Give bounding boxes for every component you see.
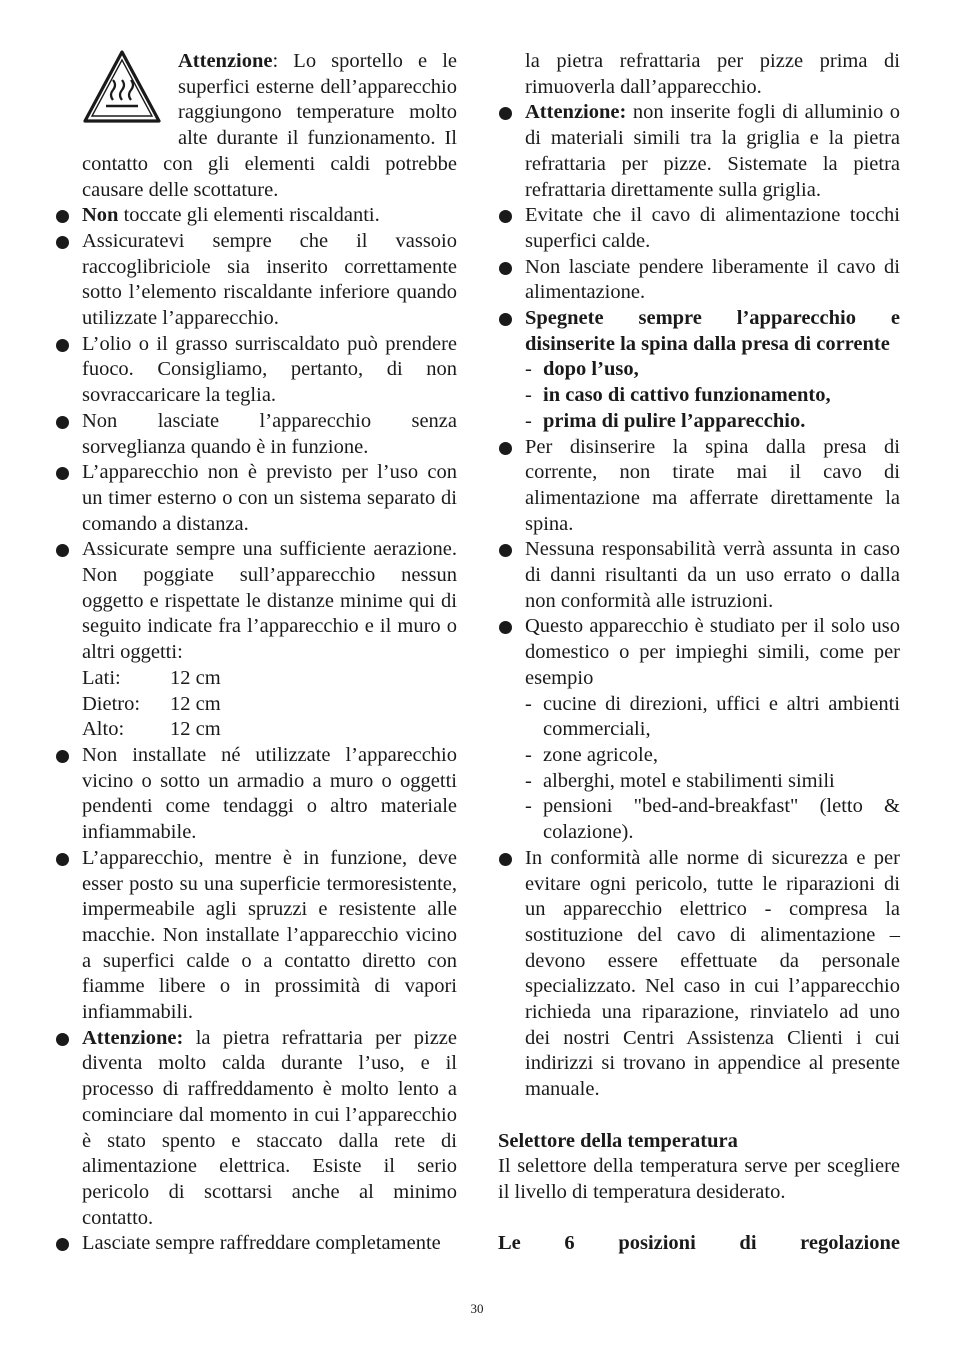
bullet-item — [525, 100, 900, 203]
distance-value: 12 cm — [170, 718, 221, 741]
bullet-text: Assicuratevi sempre che il vassoio raccoglibriciole sia inserito correttamente sotto l’elemento riscaldante inferiore quando utilizzate l’apparecchio. — [82, 229, 457, 330]
next-heading-word: 6 — [564, 1232, 575, 1255]
distance-row — [82, 666, 457, 692]
bullet-item — [82, 743, 457, 846]
bullet-item — [82, 460, 457, 537]
bullet-item — [525, 203, 900, 254]
bullet-text: Nessuna responsabilità verrà assunta in caso di danni risultanti da un uso errato o dalla non conformità alle istruzioni. — [525, 538, 900, 612]
dash-item — [525, 383, 900, 409]
bullet-dot — [499, 107, 512, 120]
bullet-item-usage — [525, 614, 900, 845]
bullet-bold: Non — [82, 204, 119, 227]
bullet-item — [525, 255, 900, 306]
distance-label: Alto: — [82, 718, 125, 741]
bullet-item-unplug — [525, 306, 900, 435]
hot-surface-warning-icon — [82, 49, 166, 125]
bullet-item — [82, 846, 457, 1026]
distance-row — [82, 692, 457, 718]
bullet-bold: Spegnete sempre l’apparecchio e disinserite la spina dalla presa di corrente — [525, 307, 900, 355]
bullet-dot — [499, 853, 512, 866]
section-temperature — [498, 1129, 900, 1258]
bullet-text: Non lasciate l’apparecchio senza sorveglianza quando è in funzione. — [82, 409, 457, 458]
bullet-dot — [499, 210, 512, 223]
bullet-dot — [56, 750, 69, 763]
dash-item: - pensioni "bed-and-breakfast" (letto & colazione). — [525, 794, 900, 845]
bullet-text: In conformità alle norme di sicurezza e per evitare ogni pericolo, tutte le riparazioni di un apparecchio elettrico - compresa la sostituzione del cavo di alimentazione – devono essere effettuate da personale specializzato. Nel caso in cui l’apparecchio richieda una riparazione, rinviatelo ad uno dei nostri Centri Assistenza Clienti i cui indirizzi si trovano in appendice al presente manuale. — [525, 846, 900, 1101]
distance-value: 12 cm — [170, 692, 221, 715]
bullet-dot — [56, 544, 69, 557]
bullet-text: toccate gli elementi riscaldanti. — [118, 204, 380, 227]
next-heading-word: regolazione — [800, 1232, 900, 1255]
bullet-dot — [499, 313, 512, 326]
distance-label: Lati: — [82, 666, 121, 689]
bullet-dot — [56, 416, 69, 429]
dash-item — [525, 409, 900, 435]
next-heading — [498, 1231, 900, 1257]
bullet-dot — [56, 210, 69, 223]
bullet-text: L’apparecchio, mentre è in funzione, deve esser posto su una superficie termoresistente, impermeabile agli spruzzi e resistente alle macchie. Non installate l’apparecchio vicino a superfici calde o a contatto diretto con fiamme libere o in prossimità di vapori infiammabili. — [82, 846, 457, 1024]
section-text: Il selettore della temperatura serve per scegliere il livello di temperatura desiderato. — [498, 1155, 900, 1203]
bullet-dot — [56, 1033, 69, 1046]
next-heading-word: di — [739, 1232, 757, 1255]
bullet-dot — [56, 339, 69, 352]
section-title: Selettore della temperatura — [498, 1129, 738, 1152]
next-heading-word: posizioni — [618, 1232, 696, 1255]
bullet-text: L’apparecchio non è previsto per l’uso con un timer esterno o con un sistema separato di comando a distanza. — [82, 461, 457, 535]
bullet-text: Questo apparecchio è studiato per il solo uso domestico o per impieghi simili, come per esempio — [525, 615, 900, 689]
bullet-item — [82, 1231, 457, 1257]
bullet-item — [82, 203, 457, 229]
distance-row — [82, 717, 457, 743]
dash-item-text: in caso di cattivo funzionamento, — [543, 384, 831, 407]
left-column — [82, 49, 457, 1257]
distance-label: Dietro: — [82, 692, 141, 715]
bullet-item — [82, 1026, 457, 1232]
bullet-text: L’olio o il grasso surriscaldato può prendere fuoco. Consigliamo, pertanto, di non sovraccaricare la teglia. — [82, 332, 457, 407]
bullet-item-distances — [82, 537, 457, 743]
page-number: 30 — [470, 1301, 484, 1316]
bullet-text: Non lasciate pendere liberamente il cavo di alimentazione. — [525, 255, 900, 304]
bullet-text: Non installate né utilizzate l’apparecchio vicino o sotto un armadio a muro o oggetti pendenti come tendaggi o altro materiale infiammabile. — [82, 743, 457, 844]
bullet-dot — [499, 544, 512, 557]
bullet-bold: Attenzione: — [82, 1026, 184, 1049]
bullet-text: Assicurate sempre una sufficiente aerazione. Non poggiate sull’apparecchio nessun oggetto e rispettate le distanze minime qui di seguito indicate fra l’apparecchio e il muro o altri oggetti: — [82, 538, 457, 664]
bullet-dot — [56, 467, 69, 480]
bullet-dot — [56, 236, 69, 249]
bullet-item — [82, 409, 457, 460]
bullet-bold: Attenzione: — [525, 101, 627, 124]
bullet-item — [82, 332, 457, 409]
continued-text: la pietra refrattaria per pizze prima di rimuoverla dall’apparecchio. — [525, 50, 900, 98]
spacer — [498, 1206, 900, 1232]
dash-item — [525, 357, 900, 383]
next-heading-word: Le — [498, 1232, 521, 1255]
bullet-dot — [499, 442, 512, 455]
dash-item-text: prima di pulire l’apparecchio. — [543, 409, 806, 432]
spacer — [525, 1103, 900, 1129]
dash-item: - zone agricole, — [525, 743, 900, 769]
bullet-item — [525, 435, 900, 538]
bullet-item — [82, 229, 457, 332]
bullet-text: la pietra refrattaria per pizze diventa molto calda durante l’uso, e il processo di raffreddamento è molto lento a cominciare dal momento in cui l’apparecchio è stato spento e staccato dalla rete di alimentazione elettrica. Esiste il serio pericolo di scottarsi anche al minimo contatto. — [82, 1026, 457, 1229]
dash-item: - cucine di direzioni, uffici e altri ambienti commerciali, — [525, 692, 900, 743]
hot-surface-warning — [82, 49, 457, 203]
warning-label: Attenzione — [178, 50, 273, 72]
bullet-dot — [56, 853, 69, 866]
distance-value: 12 cm — [170, 666, 221, 689]
right-column — [498, 49, 900, 1257]
bullet-text: non inserite fogli di alluminio o di materiali simili tra la griglia e la pietra refrattaria per pizze. Sistemate la pietra refrattaria direttamente sulla griglia. — [525, 101, 900, 201]
bullet-dot — [499, 621, 512, 634]
warning-text: : Lo sportello e le superfici esterne dell’apparecchio raggiungono temperature molto alte durante il funzionamento. Il contatto con gli elementi caldi potrebbe causare delle scottature. — [82, 50, 457, 201]
dash-item-text: dopo l’uso, — [543, 358, 639, 381]
bullet-item — [525, 537, 900, 614]
bullet-text: Evitate che il cavo di alimentazione tocchi superfici calde. — [525, 204, 900, 252]
bullet-text: Lasciate sempre raffreddare completamente — [82, 1232, 441, 1255]
bullet-item — [525, 846, 900, 1103]
bullet-dot — [499, 262, 512, 275]
bullet-text: Per disinserire la spina dalla presa di corrente, non tirate mai il cavo di alimentazione ma afferrate direttamente la spina. — [525, 435, 900, 535]
bullet-dot — [56, 1238, 69, 1251]
dash-item: - alberghi, motel e stabilimenti simili — [525, 769, 900, 795]
